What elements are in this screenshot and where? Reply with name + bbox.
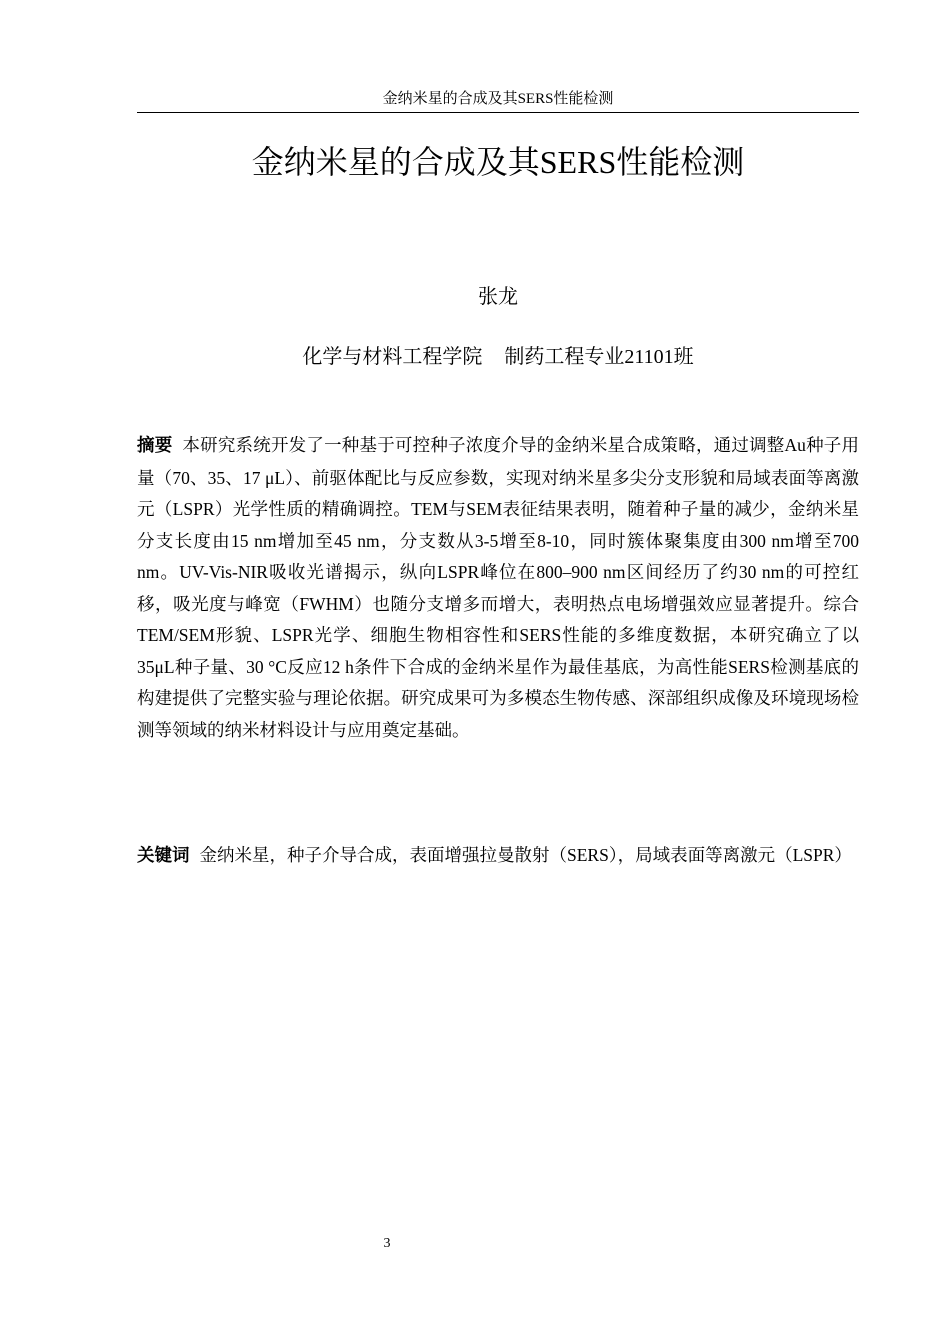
author-name: 张龙 [478, 286, 518, 308]
abstract-label: 摘要 [137, 436, 173, 456]
keywords-text: 金纳米星，种子介导合成，表面增强拉曼散射（SERS），局域表面等离激元（LSPR） [199, 845, 852, 865]
affiliation-school: 化学与材料工程学院 [302, 346, 483, 368]
affiliation-major-class: 制药工程专业21101班 [504, 346, 694, 368]
abstract [137, 430, 859, 746]
keywords-label: 关键词 [137, 846, 190, 866]
running-header: 金纳米星的合成及其SERS性能检测 [382, 91, 614, 107]
affiliation [100, 343, 896, 371]
paper-title: 金纳米星的合成及其SERS性能检测 [251, 144, 745, 180]
page-number: 3 [383, 1236, 391, 1251]
header-rule [137, 112, 859, 113]
keywords [137, 840, 859, 873]
abstract-text: 本研究系统开发了一种基于可控种子浓度介导的金纳米星合成策略，通过调整Au种子用量（70、35、17 μL）、前驱体配比与反应参数，实现对纳米星多尖分支形貌和局域表面等离激元（LSPR）光学性质的精确调控。TEM与SEM表征结果表明，随着种子量的减少，金纳米星分支长度由15 nm增加至45 nm，分支数从3-5增至8-10，同时簇体聚集度由300 nm增至700 nm。UV-Vis-NIR吸收光谱揭示，纵向LSPR峰位在800–900 nm区间经历了约30 nm的可控红移，吸光度与峰宽（FWHM）也随分支增多而增大，表明热点电场增强效应显著提升。综合TEM/SEM形貌、LSPR光学、细胞生物相容性和SERS性能的多维度数据，本研究确立了以35μL种子量、30 °C反应12 h条件下合成的金纳米星作为最佳基底，为高性能SERS检测基底的构建提供了完整实验与理论依据。研究成果可为多模态生物传感、深部组织成像及环境现场检测等领域的纳米材料设计与应用奠定基础。 [137, 435, 860, 740]
